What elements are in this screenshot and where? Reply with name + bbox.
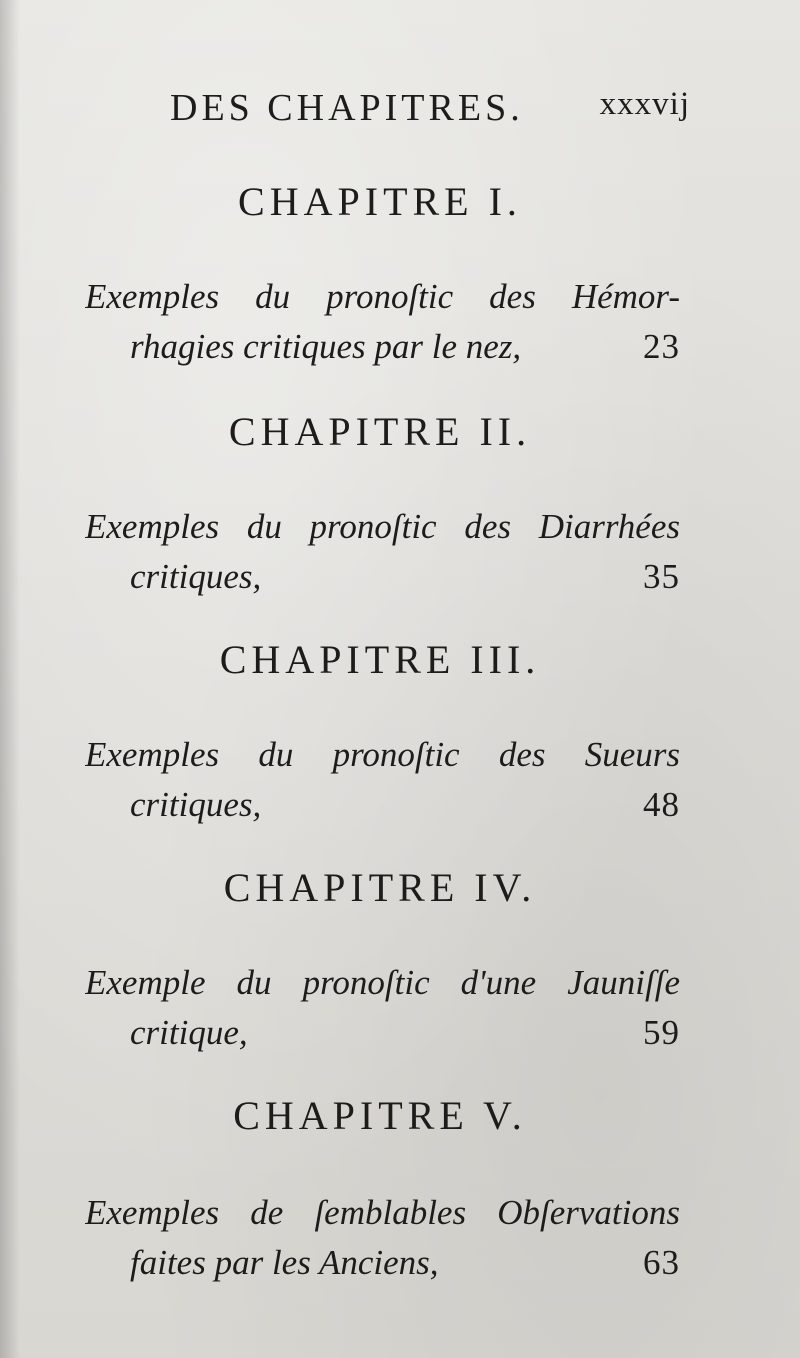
entry-text-line1: Exemples de ſemblables Obſervations [85, 1193, 680, 1232]
folio-page-number: xxxvij [599, 86, 690, 122]
entry-text-line1: Exemples du pronoſtic des Hémor- [85, 277, 680, 316]
entry-text-line2: faites par les Anciens, [130, 1243, 439, 1282]
chapter-entry [85, 502, 680, 602]
running-head-title: DES CHAPITRES. [170, 87, 524, 129]
entry-page-number: 35 [643, 557, 680, 596]
entry-text-line2: critiques, [130, 557, 262, 596]
entry-text-line2: critiques, [130, 785, 262, 824]
chapter-entry [85, 958, 680, 1058]
entry-text-line2-row [85, 1238, 680, 1288]
entry-page-number: 48 [643, 785, 680, 824]
entry-text-line1: Exemple du pronoſtic d'une Jauniſſe [85, 963, 680, 1002]
entry-text-line1: Exemples du pronoſtic des Sueurs [85, 735, 680, 774]
running-head [170, 86, 690, 130]
entry-text-line2-row [85, 552, 680, 602]
chapter-entry [85, 272, 680, 372]
entry-page-number: 23 [643, 327, 680, 366]
entry-text-line2-row [85, 322, 680, 372]
chapter-entry [85, 1188, 680, 1288]
entry-page-number: 63 [643, 1243, 680, 1282]
entry-text-line2: critique, [130, 1013, 248, 1052]
entry-text-line2: rhagies critiques par le nez, [130, 327, 522, 366]
entry-text-line1: Exemples du pronoſtic des Diarrhées [85, 507, 680, 546]
entry-text-line2-row [85, 1008, 680, 1058]
chapter-heading: CHAPITRE II. [228, 409, 532, 454]
chapter-heading: CHAPITRE III. [219, 637, 541, 682]
chapter-entry [85, 730, 680, 830]
entry-page-number: 59 [643, 1013, 680, 1052]
chapter-heading: CHAPITRE IV. [223, 865, 537, 910]
entry-text-line2-row [85, 780, 680, 830]
chapter-heading: CHAPITRE I. [238, 179, 522, 224]
chapter-heading: CHAPITRE V. [233, 1093, 527, 1138]
